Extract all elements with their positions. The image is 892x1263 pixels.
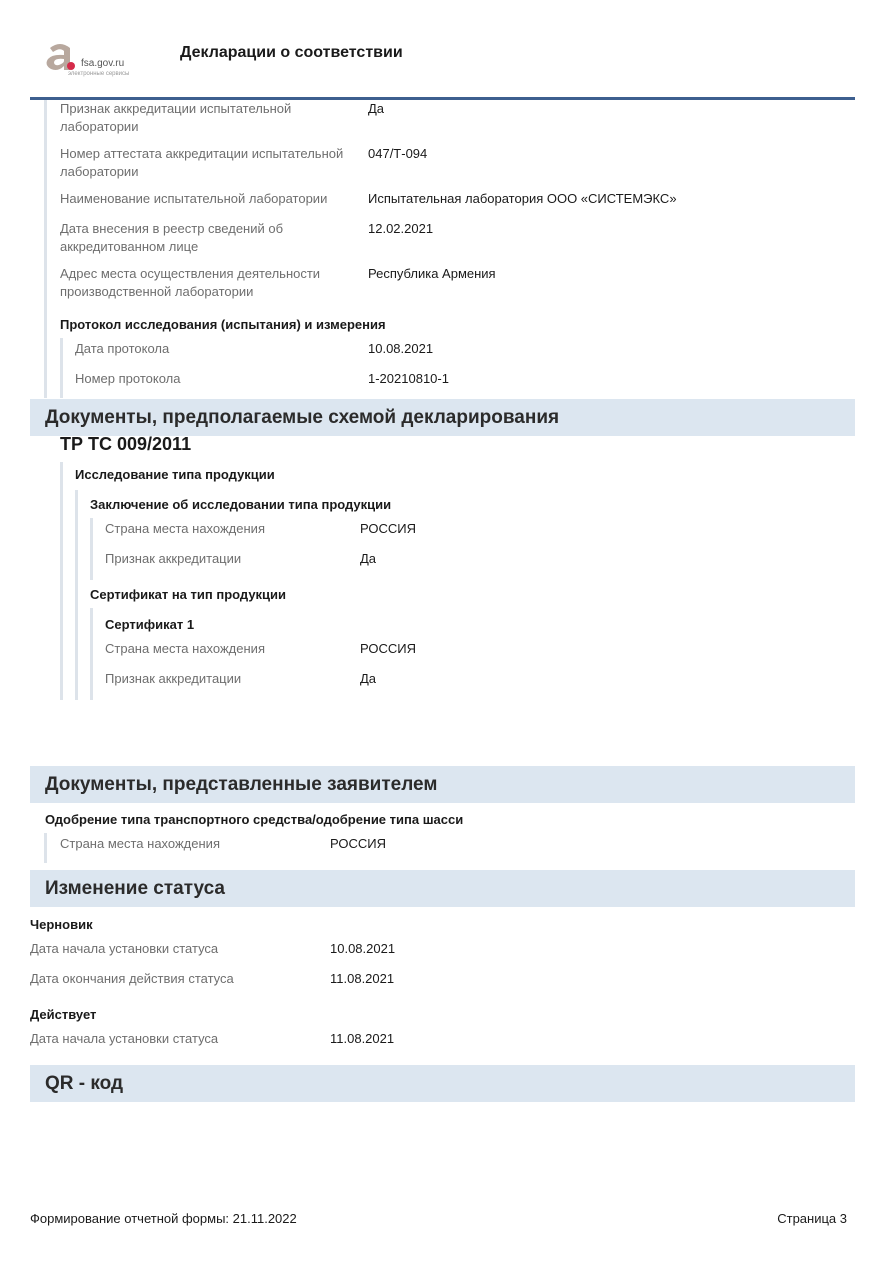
status-draft-title: Черновик [30,917,93,932]
status-active-title: Действует [30,1007,97,1022]
logo-subtext: электронные сервисы [68,71,130,77]
protocol-bar [60,338,63,398]
qr-heading: QR - код [45,1073,124,1094]
vehicle-approval-country-value: РОССИЯ [330,836,387,851]
draft-start-value: 10.08.2021 [330,941,396,956]
lab-accred-value: Да [368,101,385,116]
conclusion-title: Заключение об исследовании типа продукции [90,497,392,512]
certificate-item-title: Сертификат 1 [105,617,195,632]
type-study-bar [75,490,78,700]
lab-certificate-number-value: 047/Т-094 [368,146,428,161]
page-title: Декларации о соответствии [180,44,403,61]
docs-applicant-heading: Документы, представленные заявителем [45,774,438,795]
conclusion-bar [90,518,93,580]
qr-band [30,1065,855,1102]
docs-scheme-band [30,399,855,436]
vehicle-approval-bar [44,833,47,863]
lab-accred-label: Признак аккредитации испытательной лаборатории [60,101,292,134]
draft-end-value: 11.08.2021 [330,971,395,986]
certificate-bar [90,608,93,700]
protocol-date-value: 10.08.2021 [368,341,434,356]
certificate-accred-label: Признак аккредитации [105,671,242,686]
lab-address-label: Адрес места осуществления деятельности производственной лаборатории [60,266,321,299]
lab-certificate-number-label: Номер аттестата аккредитации испытательной лаборатории [60,146,344,179]
status-change-heading: Изменение статуса [45,878,225,899]
status-change-band [30,870,855,907]
certificate-country-label: Страна места нахождения [105,641,265,656]
lab-section-bar [44,100,47,398]
lab-registry-date-value: 12.02.2021 [368,221,434,236]
lab-name-label: Наименование испытательной лаборатории [60,191,328,206]
certificate-country-value: РОССИЯ [360,641,417,656]
certificate-type-title: Сертификат на тип продукции [90,587,287,602]
type-study-title: Исследование типа продукции [75,467,275,482]
vehicle-approval-country-label: Страна места нахождения [60,836,220,851]
docs-scheme-heading: Документы, предполагаемые схемой декларирования [45,407,560,428]
conclusion-country-value: РОССИЯ [360,521,417,536]
draft-start-label: Дата начала установки статуса [30,941,219,956]
regulation-title: ТР ТС 009/2011 [60,434,192,454]
protocol-title: Протокол исследования (испытания) и измерения [60,317,386,332]
logo-text: fsa.gov.ru [81,58,125,69]
protocol-date-label: Дата протокола [75,341,170,356]
protocol-number-value: 1-20210810-1 [368,371,449,386]
regulation-bar [60,462,63,700]
active-start-label: Дата начала установки статуса [30,1031,219,1046]
docs-applicant-band [30,766,855,803]
footer-page-number: Страница 3 [777,1211,847,1226]
footer-generated: Формирование отчетной формы: 21.11.2022 [30,1211,297,1226]
conclusion-country-label: Страна места нахождения [105,521,265,536]
active-start-value: 11.08.2021 [330,1031,395,1046]
vehicle-approval-title: Одобрение типа транспортного средства/одобрение типа шасси [45,812,464,827]
conclusion-accred-value: Да [360,551,377,566]
logo-dot-icon [67,62,75,70]
protocol-number-label: Номер протокола [75,371,181,386]
draft-end-label: Дата окончания действия статуса [30,971,234,986]
conclusion-accred-label: Признак аккредитации [105,551,242,566]
lab-name-value: Испытательная лаборатория ООО «СИСТЕМЭКС» [368,191,677,206]
lab-registry-date-label: Дата внесения в реестр сведений об аккредитованном лице [60,221,284,254]
certificate-accred-value: Да [360,671,377,686]
lab-address-value: Республика Армения [368,266,496,281]
